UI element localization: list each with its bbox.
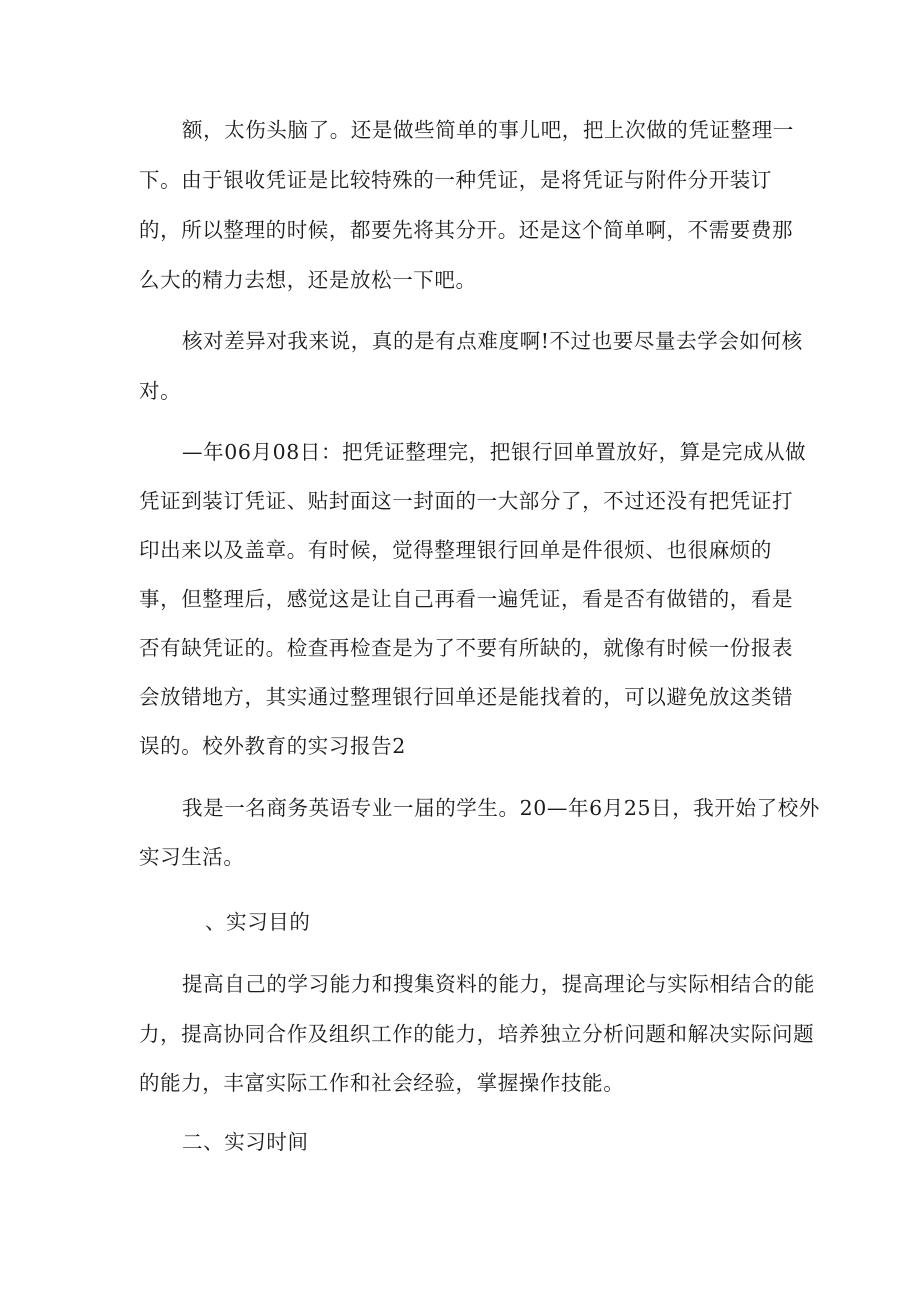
text-line: 误的。校外教育的实习报告2 [139,734,406,758]
text-line: 我是一名商务英语专业一届的学生。20—年6月25日，我开始了校外 [182,796,820,820]
text-line: 提高自己的学习能力和搜集资料的能力，提高理论与实际相结合的能 [182,972,815,996]
text-line: 额，太伤头脑了。还是做些简单的事儿吧，把上次做的凭证整理一 [182,118,794,142]
text-line: 事，但整理后，感觉这是让自己再看一遍凭证，看是否有做错的，看是 [139,587,794,611]
text-line: 实习生活。 [139,845,245,869]
text-line: 对。 [139,379,182,403]
text-line: 下。由于银收凭证是比较特殊的一种凭证，是将凭证与附件分开装订 [139,168,772,192]
text-line: 凭证到装订凭证、贴封面这一封面的一大部分了，不过还没有把凭证打 [139,489,794,513]
text-line: 会放错地方，其实通过整理银行回单还是能找着的，可以避免放这类错 [139,685,794,709]
section-heading: 二、实习时间 [182,1130,309,1154]
text-line: 印出来以及盖章。有时候，觉得整理银行回单是件很烦、也很麻烦的 [139,538,772,562]
text-line: 核对差异对我来说，真的是有点难度啊!不过也要尽量去学会如何核 [182,329,803,353]
text-line: 的，所以整理的时候，都要先将其分开。还是这个简单啊，不需要费那 [139,218,794,242]
text-line: —年06月08日：把凭证整理完，把银行回单置放好，算是完成从做 [182,440,807,464]
text-line: 么大的精力去想，还是放松一下吧。 [139,268,477,292]
text-line: 否有缺凭证的。检查再检查是为了不要有所缺的，就像有时候一份报表 [139,636,794,660]
section-heading: 、实习目的 [205,910,311,934]
text-line: 力，提高协同合作及组织工作的能力，培养独立分析问题和解决实际问题 [139,1022,815,1046]
text-line: 的能力，丰富实际工作和社会经验，掌握操作技能。 [139,1071,625,1095]
